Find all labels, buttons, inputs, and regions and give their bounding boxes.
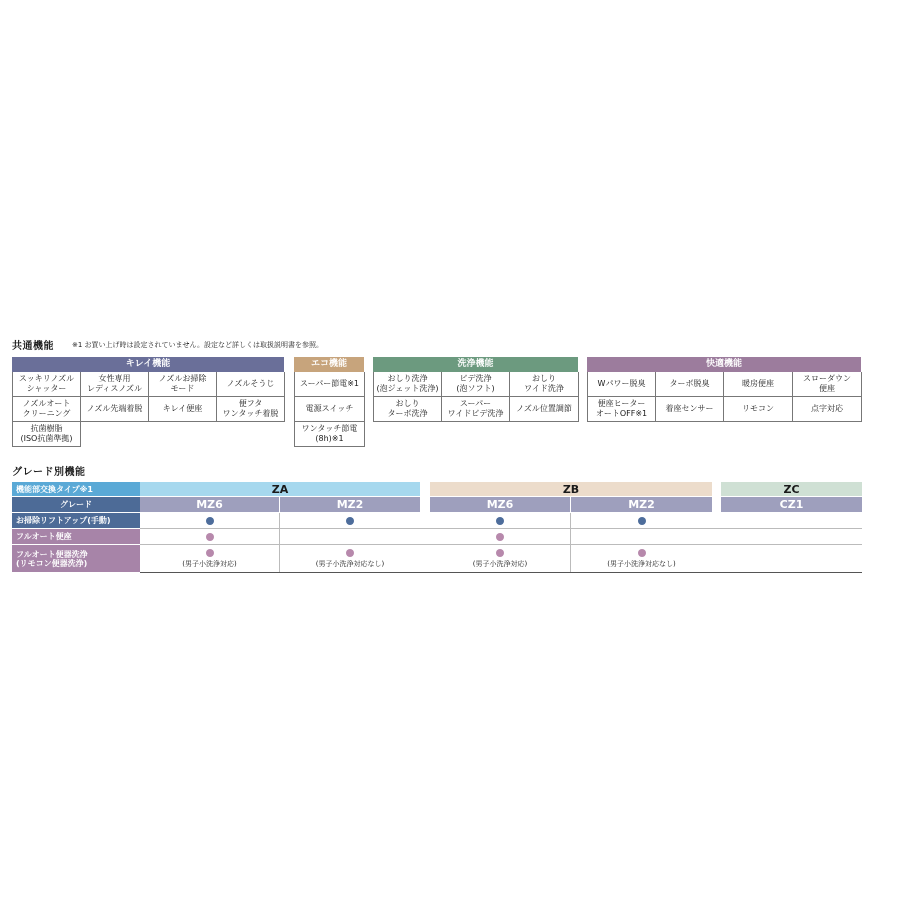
grade-za-mz6: MZ6 [140,497,279,512]
row-label-lift: お掃除リフトアップ(手動) [12,513,140,528]
grade-zb-mz6: MZ6 [430,497,570,512]
group-comfort-title: 快適機能 [587,357,861,372]
comfort-feature-cell: 着座センサー [656,397,724,422]
grade-cell-note: (男子小洗浄対応なし) [607,559,676,568]
comfort-feature-cell: 暖房便座 [724,372,793,397]
type-za: ZA [140,482,420,496]
comfort-feature-cell: 便座ヒーター オートOFF※1 [588,397,656,422]
kirei-feature-cell: ノズルお掃除 モード [149,372,217,397]
grade-cell [430,513,570,528]
wash-feature-cell: おしり洗浄 (泡ジェット洗浄) [374,372,442,397]
kirei-feature-cell: ノズルオート クリーニング [13,397,81,422]
wash-feature-cell: おしり ワイド洗浄 [510,372,579,397]
group-kirei-title: キレイ機能 [12,357,284,372]
grade-zb-mz2: MZ2 [571,497,712,512]
group-eco-title: エコ機能 [294,357,364,372]
grade-cell [280,529,420,544]
type-header-label: 機能部交換タイプ※1 [12,482,140,496]
grade-cell [140,513,279,528]
comfort-feature-cell: リモコン [724,397,793,422]
eco-feature-cell: 電源スイッチ [295,397,365,422]
footnote: ※1 お買い上げ時は設定されていません。設定など詳しくは取扱説明書を参照。 [72,341,323,349]
group-comfort-grid [587,372,861,422]
availability-dot [346,517,354,525]
availability-dot [346,549,354,557]
group-comfort [587,357,861,422]
comfort-feature-cell: ターボ脱臭 [656,372,724,397]
kirei-feature-cell: スッキリノズル シャッター [13,372,81,397]
grade-cell [571,545,712,572]
availability-dot [496,533,504,541]
section-title-grade: グレード別機能 [12,467,86,478]
grade-cell-note: (男子小洗浄対応) [472,559,528,568]
wash-feature-cell: ノズル位置調節 [510,397,579,422]
availability-dot [496,517,504,525]
kirei-feature-cell: ノズルそうじ [217,372,285,397]
grade-cell [721,545,862,572]
wash-feature-cell: ビデ洗浄 (泡ソフト) [442,372,510,397]
grade-cell [430,529,570,544]
grade-cell [721,529,862,544]
availability-dot [206,533,214,541]
wash-feature-cell: スーパー ワイドビデ洗浄 [442,397,510,422]
group-wash [373,357,578,422]
comfort-feature-cell: Wパワー脱臭 [588,372,656,397]
kirei-feature-cell: 女性専用 レディスノズル [81,372,149,397]
grade-cell [721,513,862,528]
kirei-feature-cell: ノズル先端着脱 [81,397,149,422]
kirei-feature-cell: 抗菌樹脂 (ISO抗菌準拠) [13,422,81,447]
row-label-auto-flush: フルオート便器洗浄 (リモコン便器洗浄) [12,545,140,572]
grade-cell [140,529,279,544]
grade-cell [571,513,712,528]
group-kirei-grid [12,372,284,447]
grade-cell-note: (男子小洗浄対応) [182,559,237,568]
comfort-feature-cell: 点字対応 [793,397,862,422]
row-label-auto-seat: フルオート便座 [12,529,140,544]
group-eco-grid [294,372,364,447]
grade-zc-cz1: CZ1 [721,497,862,512]
kirei-feature-cell: 便フタ ワンタッチ着脱 [217,397,285,422]
grade-cell [280,545,420,572]
grade-cell [140,545,279,572]
grade-cell [571,529,712,544]
availability-dot [638,549,646,557]
availability-dot [206,517,214,525]
comfort-feature-cell: スローダウン 便座 [793,372,862,397]
kirei-feature-cell: キレイ便座 [149,397,217,422]
group-kirei [12,357,284,447]
type-zc: ZC [721,482,862,496]
group-wash-title: 洗浄機能 [373,357,578,372]
eco-feature-cell: スーパー節電※1 [295,372,365,397]
grade-cell [430,545,570,572]
group-eco [294,357,364,447]
eco-feature-cell: ワンタッチ節電 (8h)※1 [295,422,365,447]
availability-dot [206,549,214,557]
availability-dot [638,517,646,525]
availability-dot [496,549,504,557]
grade-za-mz2: MZ2 [280,497,420,512]
type-zb: ZB [430,482,712,496]
grade-cell [280,513,420,528]
group-wash-grid [373,372,578,422]
grade-label: グレード [12,497,140,512]
section-title-common: 共通機能 [12,341,54,352]
grade-cell-note: (男子小洗浄対応なし) [315,559,385,568]
wash-feature-cell: おしり ターボ洗浄 [374,397,442,422]
